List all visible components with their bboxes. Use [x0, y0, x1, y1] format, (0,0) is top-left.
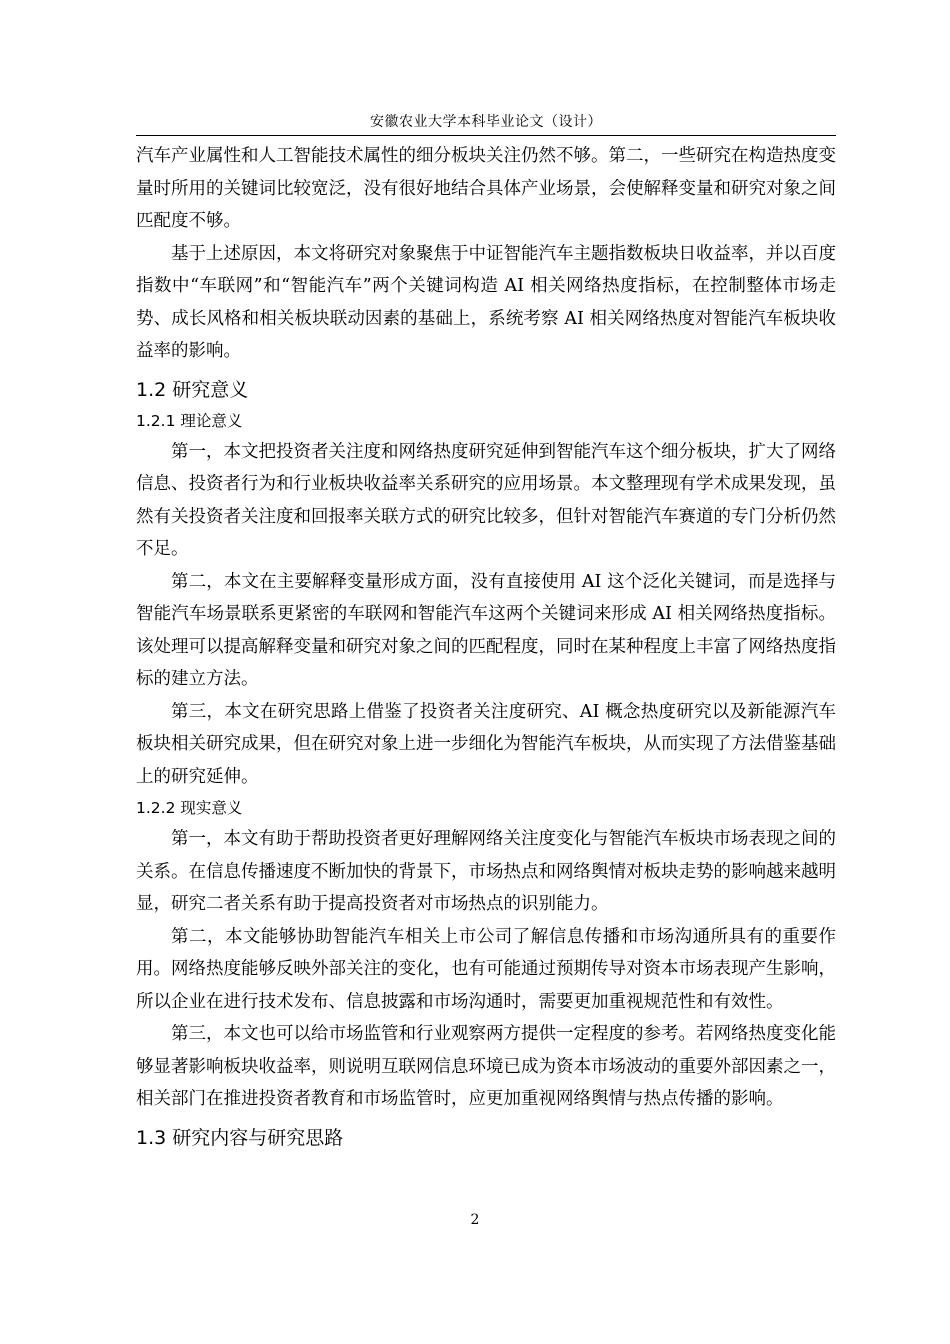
page-number: 2 [470, 1212, 480, 1228]
subsection-heading-1-2-1: 1.2.1 理论意义 [136, 411, 243, 430]
paragraph-continuation: 汽车产业属性和人工智能技术属性的细分板块关注仍然不够。第二，一些研究在构造热度变量时所用的关键词比较宽泛，没有很好地结合具体产业场景，会使解释变量和研究对象之间匹配度不够。 [136, 146, 836, 231]
running-header: 安徽农业大学本科毕业论文（设计） [370, 114, 602, 130]
section-heading-1-2: 1.2 研究意义 [136, 378, 249, 401]
paragraph-research-focus: 基于上述原因，本文将研究对象聚焦于中证智能汽车主题指数板块日收益率，并以百度指数中“车联网”和“智能汽车”两个关键词构造 AI 相关网络热度指标，在控制整体市场走势、成长风格和相关板块联动因素的基础上，系统考察 AI 相关网络热度对智能汽车板块收益率的影响。 [136, 243, 836, 361]
paragraph-theory-2: 第二，本文在主要解释变量形成方面，没有直接使用 AI 这个泛化关键词，而是选择与智能汽车场景联系更紧密的车联网和智能汽车这两个关键词来形成 AI 相关网络热度指标。该处理可以提高解释变量和研究对象之间的匹配程度，同时在某种程度上丰富了网络热度指标的建立方法。 [136, 571, 836, 689]
header-divider [136, 135, 836, 136]
page-body [136, 140, 836, 1154]
paragraph-theory-1: 第一，本文把投资者关注度和网络热度研究延伸到智能汽车这个细分板块，扩大了网络信息、投资者行为和行业板块收益率关系研究的应用场景。本文整理现有学术成果发现，虽然有关投资者关注度和回报率关联方式的研究比较多，但针对智能汽车赛道的专门分析仍然不足。 [136, 441, 836, 559]
paragraph-theory-3: 第三，本文在研究思路上借鉴了投资者关注度研究、AI 概念热度研究以及新能源汽车板块相关研究成果，但在研究对象上进一步细化为智能汽车板块，从而实现了方法借鉴基础上的研究延伸。 [136, 701, 836, 787]
paragraph-practice-2: 第二，本文能够协助智能汽车相关上市公司了解信息传播和市场沟通所具有的重要作用。网络热度能够反映外部关注的变化，也有可能通过预期传导对资本市场表现产生影响，所以企业在进行技术发布、信息披露和市场沟通时，需要更加重视规范性和有效性。 [136, 926, 836, 1012]
subsection-heading-1-2-2: 1.2.2 现实意义 [136, 799, 243, 817]
paragraph-practice-3: 第三，本文也可以给市场监管和行业观察两方提供一定程度的参考。若网络热度变化能够显著影响板块收益率，则说明互联网信息环境已成为资本市场波动的重要外部因素之一，相关部门在推进投资者教育和市场监管时，应更加重视网络舆情与热点传播的影响。 [136, 1024, 836, 1109]
section-heading-1-3: 1.3 研究内容与研究思路 [136, 1126, 344, 1149]
paragraph-practice-1: 第一，本文有助于帮助投资者更好理解网络关注度变化与智能汽车板块市场表现之间的关系。在信息传播速度不断加快的背景下，市场热点和网络舆情对板块走势的影响越来越明显，研究二者关系有助于提高投资者对市场热点的识别能力。 [136, 829, 836, 914]
